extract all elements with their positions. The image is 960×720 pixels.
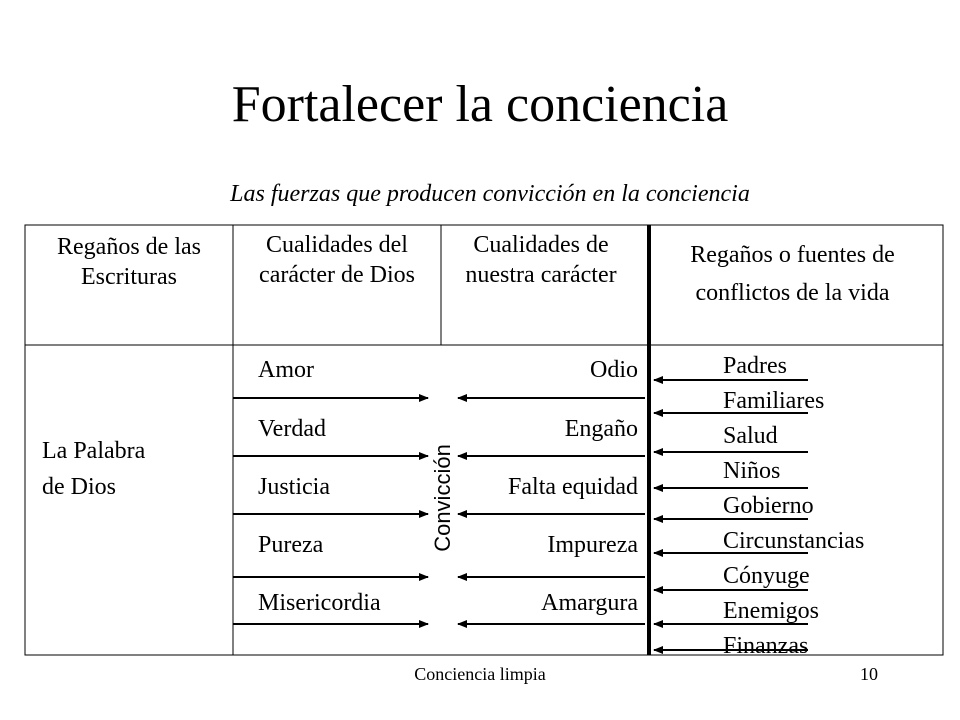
word-of-god-line2: de Dios [42,474,116,500]
life-source-item: Enemigos [723,598,819,624]
life-source-item: Salud [723,423,778,449]
life-source-item: Finanzas [723,633,809,659]
conviction-label: Convicción [430,444,455,552]
slide-title: Fortalecer la conciencia [231,76,729,133]
life-source-item: Niños [723,458,781,484]
god-quality-item: Amor [258,357,314,383]
header-our-character: Cualidades de nuestra carácter [465,232,617,288]
slide-subtitle: Las fuerzas que producen convicción en la conciencia [230,181,750,207]
god-quality-item: Verdad [258,416,326,442]
life-source-item: Gobierno [723,493,814,519]
our-quality-item: Engaño [564,416,638,442]
life-source-item: Circunstancias [723,528,865,554]
life-source-item: Familiares [723,388,825,414]
page-number: 10 [860,664,878,684]
header-life-conflicts: Regaños o fuentes de conflictos de la vida [690,242,895,306]
header-scriptures: Regaños de las Escrituras [57,234,201,290]
life-source-item: Cónyuge [723,563,810,589]
our-quality-item: Impureza [547,532,638,558]
god-quality-item: Justicia [258,474,330,500]
our-quality-item: Amargura [541,590,638,616]
header-gods-character: Cualidades del carácter de Dios [259,232,415,288]
life-source-item: Padres [723,353,787,379]
footer-text: Conciencia limpia [414,664,546,684]
our-quality-item: Odio [590,357,638,383]
god-quality-item: Pureza [258,532,324,558]
god-quality-item: Misericordia [258,590,381,616]
our-quality-item: Falta equidad [508,474,638,500]
word-of-god-line1: La Palabra [42,438,146,464]
